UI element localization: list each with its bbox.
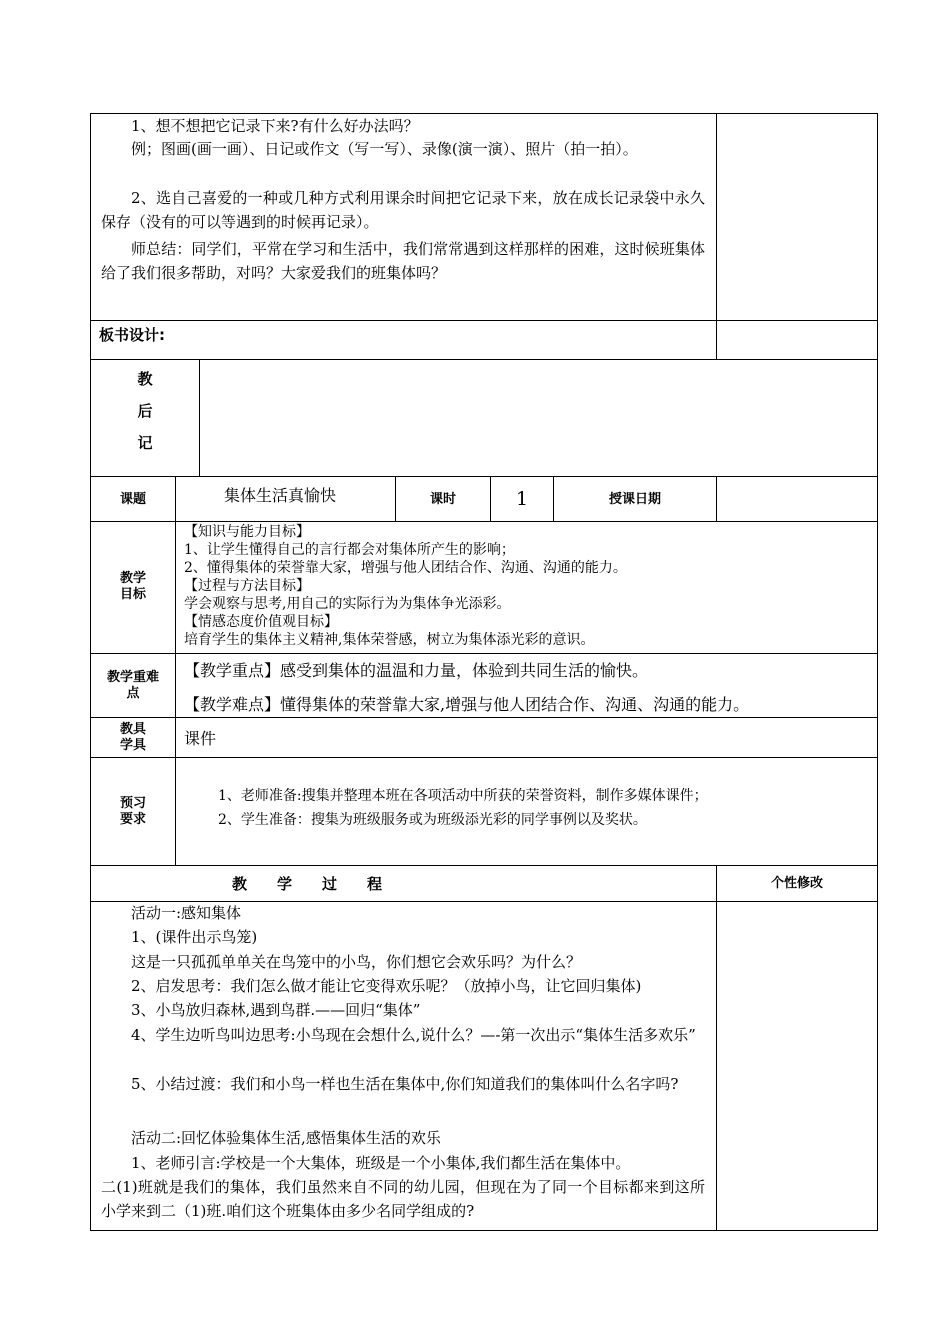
process-paragraph: 1、(课件出示鸟笼) [131,928,258,946]
topic-value: 集体生活真愉快 [224,486,337,505]
table1-row-border [90,359,878,360]
preview-label: 要求 [119,812,146,827]
header-divider [716,476,717,522]
table2-label-divider [175,476,176,866]
table2-row-border [90,717,878,718]
reflection-label-char: 后 [137,402,153,420]
objectives-line: 学会观察与思考,用自己的实际行为为集体争光添彩。 [184,596,511,612]
reflection-label-char: 教 [137,370,153,388]
objectives-line: 1、让学生懂得自己的言行都会对集体所产生的影响； [184,542,515,558]
table1-right-border [877,113,878,477]
process-paragraph: 这是一只孤孤单单关在鸟笼中的小鸟，你们想它会欢乐吗？为什么？ [131,953,582,971]
process-paragraph: 4、学生边听鸟叫边思考:小鸟现在会想什么,说什么？—-第一次出示“集体生活多欢乐” [131,1026,696,1044]
reflection-label-char: 记 [137,434,153,452]
objectives-line: 2、懂得集体的荣誉靠大家，增强与他人团结合作、沟通、沟通的能力。 [184,560,627,576]
header-divider [490,476,491,522]
tools-label: 学具 [119,738,146,753]
top-paragraph-1: 1、想不想把它记录下来?有什么好办法吗？ [131,117,419,135]
process-paragraph: 活动二:回忆体验集体生活,感悟集体生活的欢乐 [131,1129,441,1147]
top-paragraph-3: 2、选自己喜爱的一种或几种方式利用课余时间把它记录下来，放在成长记录袋中永久保存（没有的可以等遇到的时候再记录）。 [101,189,705,231]
table1-label-divider [199,359,200,477]
process-col-divider [716,865,717,1231]
process-paragraph: 2、启发思考：我们怎么做才能让它变得欢乐呢？（放掉小鸟，让它回归集体) [131,977,642,995]
key-difficulty-text: 【教学难点】懂得集体的荣誉靠大家,增强与他人团结合作、沟通、沟通的能力。 [184,695,750,714]
table2-bottom-border [90,1230,878,1231]
top-paragraph-2: 例；图画(画一画）、日记或作文（写一写）、录像(演一演）、照片（拍一拍）。 [131,140,638,158]
table1-col-divider [716,113,717,360]
table2-row-border [90,653,878,654]
personal-edit-label: 个性修改 [770,876,823,891]
table2-row-border [90,521,878,522]
objectives-line: 培育学生的集体主义精神,集体荣誉感，树立为集体添光彩的意识。 [184,632,595,648]
objectives-label: 教学 [119,571,146,586]
key-focus-text: 【教学重点】感受到集体的温温和力量，体验到共同生活的愉快。 [184,661,649,680]
board-design-label: 板书设计: [99,326,165,344]
preview-label: 预习 [119,796,146,811]
preview-line: 1、老师准备:搜集并整理本班在各项活动中所获的荣誉资料，制作多媒体课件； [218,788,708,804]
table2-row-border [90,865,878,866]
process-paragraph: 5、小结过渡：我们和小鸟一样也生活在集体中,你们知道我们的集体叫什么名字吗? [131,1075,679,1093]
process-paragraph: 3、小鸟放归森林,遇到鸟群.——回归“集体” [131,1001,421,1019]
process-paragraph: 二(1)班就是我们的集体，我们虽然来自不同的幼儿园，但现在为了同一个目标都来到这所小学来到二（1)班.咱们这个班集体由多少名同学组成的? [101,1178,705,1220]
hours-value: 1 [516,488,529,510]
process-paragraph: 1、老师引言:学校是一个大集体，班级是一个小集体,我们都生活在集体中。 [131,1154,631,1172]
process-paragraph: 活动一:感知集体 [131,904,242,922]
objectives-line: 【情感态度价值观目标】 [184,614,338,630]
key-points-label: 点 [126,686,140,701]
top-paragraph-4: 师总结：同学们，平常在学习和生活中，我们常常遇到这样那样的困难，这时候班集体给了我们很多帮助，对吗？大家爱我们的班集体吗？ [101,240,705,282]
date-label: 授课日期 [608,492,661,507]
table2-row-border [90,757,878,758]
table2-top-border [90,476,878,477]
table2-right-border [877,476,878,1231]
table1-row-border [90,320,878,321]
key-points-label: 教学重难 [106,670,159,685]
table1-left-border [90,113,91,477]
tools-value: 课件 [184,729,217,748]
tools-label: 教具 [119,722,146,737]
objectives-label: 目标 [119,587,146,602]
objectives-line: 【知识与能力目标】 [184,524,310,540]
hours-label: 课时 [429,492,456,507]
process-header: 教 学 过 程 [232,875,383,893]
topic-label: 课题 [119,492,146,507]
objectives-line: 【过程与方法目标】 [184,578,310,594]
preview-line: 2、学生准备：搜集为班级服务或为班级添光彩的同学事例以及奖状。 [218,812,647,828]
